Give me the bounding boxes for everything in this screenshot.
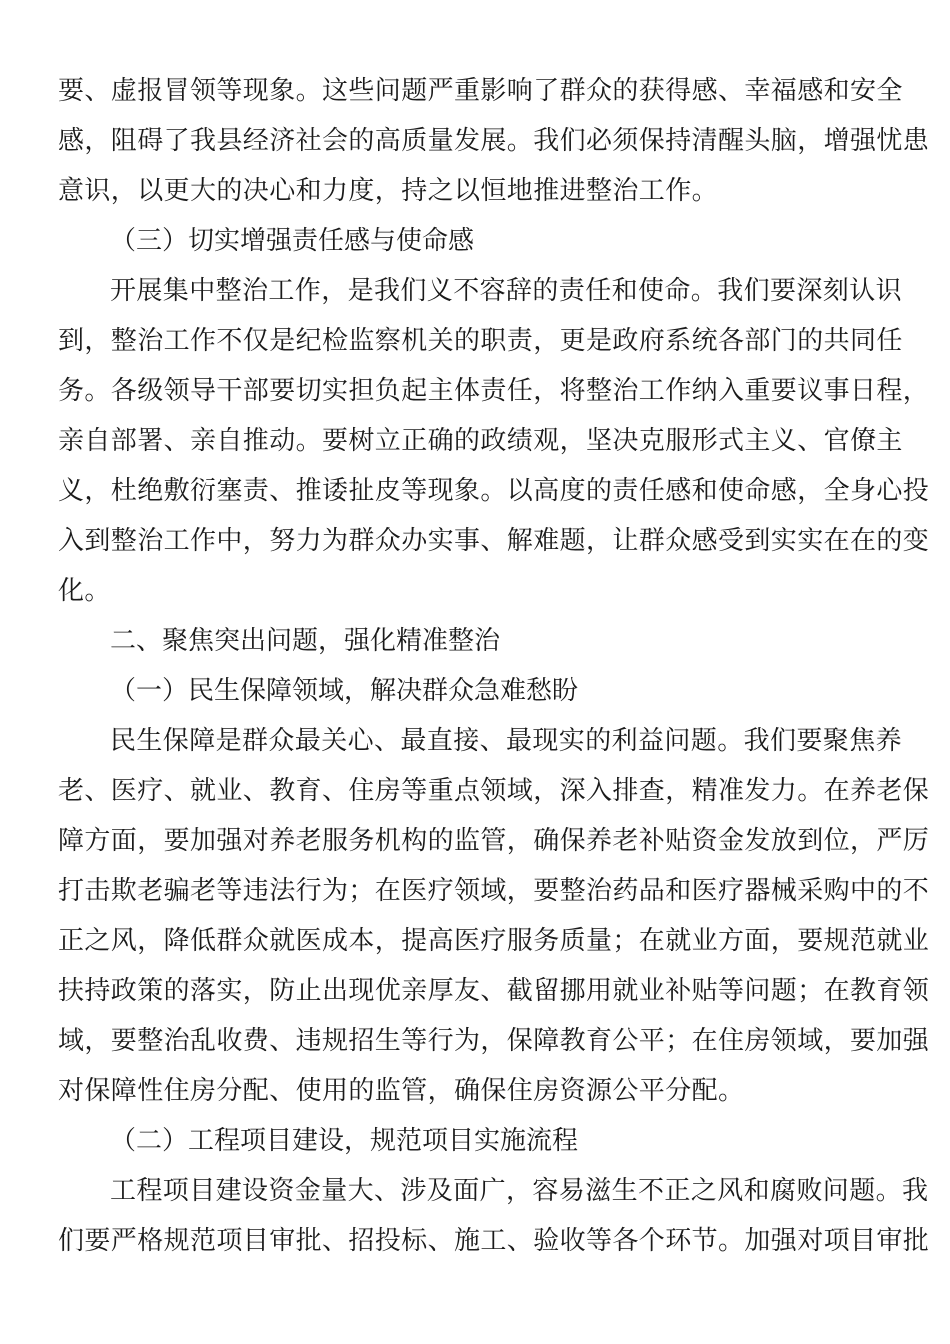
paragraph-line: 亲自部署、亲自推动。要树立正确的政绩观，坚决克服形式主义、官僚主 [58, 426, 903, 456]
paragraph-line: 正之风，降低群众就医成本，提高医疗服务质量；在就业方面，要规范就业 [58, 926, 930, 956]
section-heading-2: 二、聚焦突出问题，强化精准整治 [110, 626, 501, 656]
paragraph-line: 开展集中整治工作，是我们义不容辞的责任和使命。我们要深刻认识 [110, 276, 903, 306]
paragraph-line: 老、医疗、就业、教育、住房等重点领域，深入排查，精准发力。在养老保 [58, 776, 930, 806]
paragraph-line: 化。 [58, 576, 111, 606]
paragraph-line: 感，阻碍了我县经济社会的高质量发展。我们必须保持清醒头脑，增强忧患 [58, 126, 930, 156]
section-heading-2b: （二）工程项目建设，规范项目实施流程 [110, 1126, 579, 1156]
paragraph-line: 务。各级领导干部要切实担负起主体责任，将整治工作纳入重要议事日程， [58, 376, 930, 406]
paragraph-line: 障方面，要加强对养老服务机构的监管，确保养老补贴资金发放到位，严厉 [58, 826, 930, 856]
paragraph-line: 要、虚报冒领等现象。这些问题严重影响了群众的获得感、幸福感和安全 [58, 76, 903, 106]
paragraph-line: 入到整治工作中，努力为群众办实事、解难题，让群众感受到实实在在的变 [58, 526, 930, 556]
document-page [58, 66, 930, 1266]
paragraph-line: 域，要整治乱收费、违规招生等行为，保障教育公平；在住房领域，要加强 [58, 1026, 930, 1056]
paragraph-line: 义，杜绝敷衍塞责、推诿扯皮等现象。以高度的责任感和使命感，全身心投 [58, 476, 930, 506]
paragraph-line: 民生保障是群众最关心、最直接、最现实的利益问题。我们要聚焦养 [110, 726, 903, 756]
paragraph-line: 们要严格规范项目审批、招投标、施工、验收等各个环节。加强对项目审批 [58, 1226, 930, 1256]
paragraph-line: 打击欺老骗老等违法行为；在医疗领域，要整治药品和医疗器械采购中的不 [58, 876, 930, 906]
paragraph-line: 工程项目建设资金量大、涉及面广，容易滋生不正之风和腐败问题。我 [110, 1176, 929, 1206]
paragraph-line: 对保障性住房分配、使用的监管，确保住房资源公平分配。 [58, 1076, 745, 1106]
paragraph-line: 扶持政策的落实，防止出现优亲厚友、截留挪用就业补贴等问题；在教育领 [58, 976, 930, 1006]
section-heading-3: （三）切实增强责任感与使命感 [110, 226, 475, 256]
paragraph-line: 到，整治工作不仅是纪检监察机关的职责，更是政府系统各部门的共同任 [58, 326, 903, 356]
paragraph-line: 意识，以更大的决心和力度，持之以恒地推进整治工作。 [58, 176, 719, 206]
section-heading-1: （一）民生保障领域，解决群众急难愁盼 [110, 676, 579, 706]
